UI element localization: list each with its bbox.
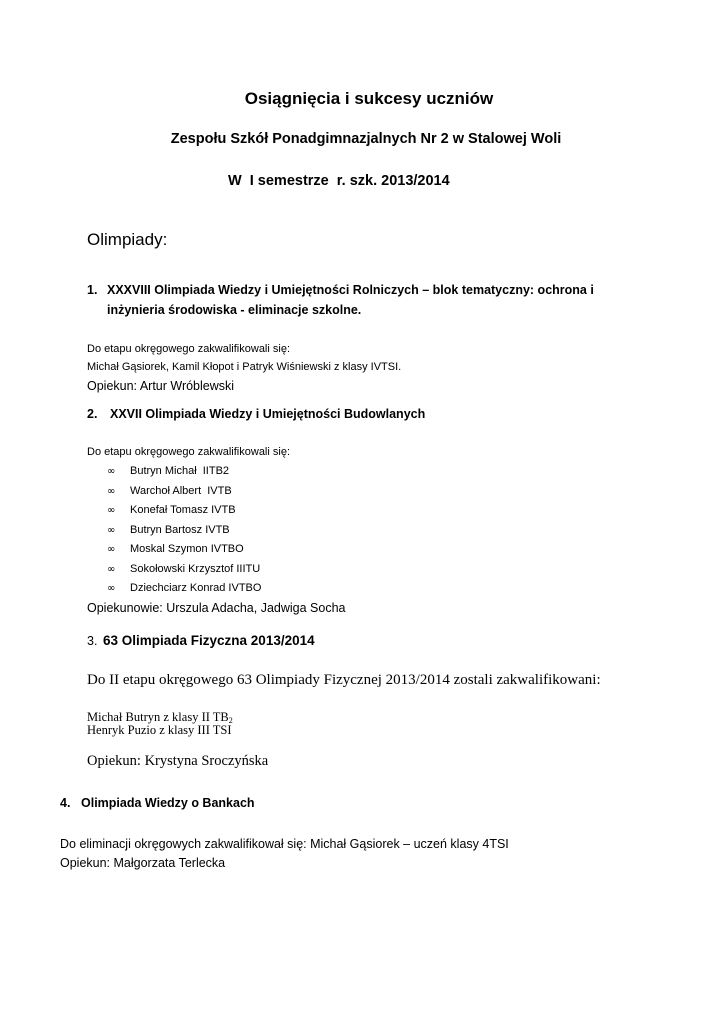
item-1-title-line1: XXXVIII Olimpiada Wiedzy i Umiejętności Rolniczych – blok tematyczny: ochrona i bbox=[107, 283, 594, 297]
item-3-student-1-subscript: 2 bbox=[228, 716, 233, 725]
student-name: Konefał Tomasz IVTB bbox=[130, 504, 236, 516]
item-4-qualified: Do eliminacji okręgowych zakwalifikował się: Michał Gąsiorek – uczeń klasy 4TSI bbox=[60, 837, 509, 851]
list-item bbox=[107, 482, 261, 502]
document-title: Osiągnięcia i sukcesy uczniów bbox=[244, 89, 494, 108]
item-1-qualified-names: Michał Gąsiorek, Kamil Kłopot i Patryk Wiśniewski z klasy IVTSI. bbox=[87, 361, 402, 373]
item-3-student-2: Henryk Puzio z klasy III TSI bbox=[87, 723, 232, 737]
infinity-bullet-icon: ∞ bbox=[107, 466, 116, 477]
item-2-title: XXVII Olimpiada Wiedzy i Umiejętności Budowlanych bbox=[110, 407, 426, 421]
item-3-number bbox=[87, 634, 97, 648]
infinity-bullet-icon: ∞ bbox=[107, 524, 116, 536]
student-name: Dziechciarz Konrad IVTBO bbox=[130, 582, 262, 594]
student-name: Butryn Bartosz IVTB bbox=[130, 523, 230, 536]
infinity-bullet-icon: ∞ bbox=[107, 544, 116, 555]
infinity-bullet-icon: ∞ bbox=[107, 505, 116, 516]
student-name: Butryn Michał IITB2 bbox=[130, 465, 230, 477]
item-2-tutors: Opiekunowie: Urszula Adacha, Jadwiga Socha bbox=[87, 601, 346, 615]
item-4-title: Olimpiada Wiedzy o Bankach bbox=[81, 796, 255, 810]
item-3-qualified-label: Do II etapu okręgowego 63 Olimpiady Fizycznej 2013/2014 zostali zakwalifikowani: bbox=[87, 672, 601, 688]
student-name: Warchoł Albert IVTB bbox=[130, 484, 232, 497]
infinity-bullet-icon: ∞ bbox=[107, 485, 116, 497]
item-3-student-1-text: Michał Butryn z klasy II TB bbox=[87, 710, 229, 724]
list-item bbox=[107, 521, 261, 541]
item-1-title-line2: inżynieria środowiska - eliminacje szkolne. bbox=[107, 303, 362, 317]
list-item bbox=[107, 560, 261, 580]
item-4-number: 4. bbox=[60, 796, 71, 810]
section-heading: Olimpiady: bbox=[87, 230, 168, 249]
item-1-qualified-label: Do etapu okręgowego zakwalifikowali się: bbox=[87, 343, 290, 355]
item-1-number: 1. bbox=[87, 283, 98, 297]
item-1-tutor: Opiekun: Artur Wróblewski bbox=[87, 379, 235, 393]
school-name: Zespołu Szkół Ponadgimnazjalnych Nr 2 w Stalowej Woli bbox=[170, 131, 562, 147]
item-2-qualified-label: Do etapu okręgowego zakwalifikowali się: bbox=[87, 446, 290, 458]
item-2-student-list bbox=[107, 462, 261, 599]
item-3-tutor: Opiekun: Krystyna Sroczyńska bbox=[87, 753, 269, 769]
list-item bbox=[107, 579, 261, 599]
infinity-bullet-icon: ∞ bbox=[107, 583, 116, 594]
student-name: Sokołowski Krzysztof IIITU bbox=[130, 562, 261, 575]
item-2-number: 2. bbox=[87, 407, 98, 421]
list-item bbox=[107, 462, 261, 482]
semester-line: W I semestrze r. szk. 2013/2014 bbox=[228, 173, 450, 189]
item-4-tutor: Opiekun: Małgorzata Terlecka bbox=[60, 856, 226, 870]
list-item bbox=[107, 540, 261, 560]
item-3-title: 63 Olimpiada Fizyczna 2013/2014 bbox=[103, 633, 315, 648]
student-name: Moskal Szymon IVTBO bbox=[130, 543, 244, 555]
item-3-number-digit: 3 bbox=[87, 634, 94, 648]
item-3-number-dot: . bbox=[93, 634, 98, 648]
list-item bbox=[107, 501, 261, 521]
infinity-bullet-icon: ∞ bbox=[107, 563, 116, 575]
